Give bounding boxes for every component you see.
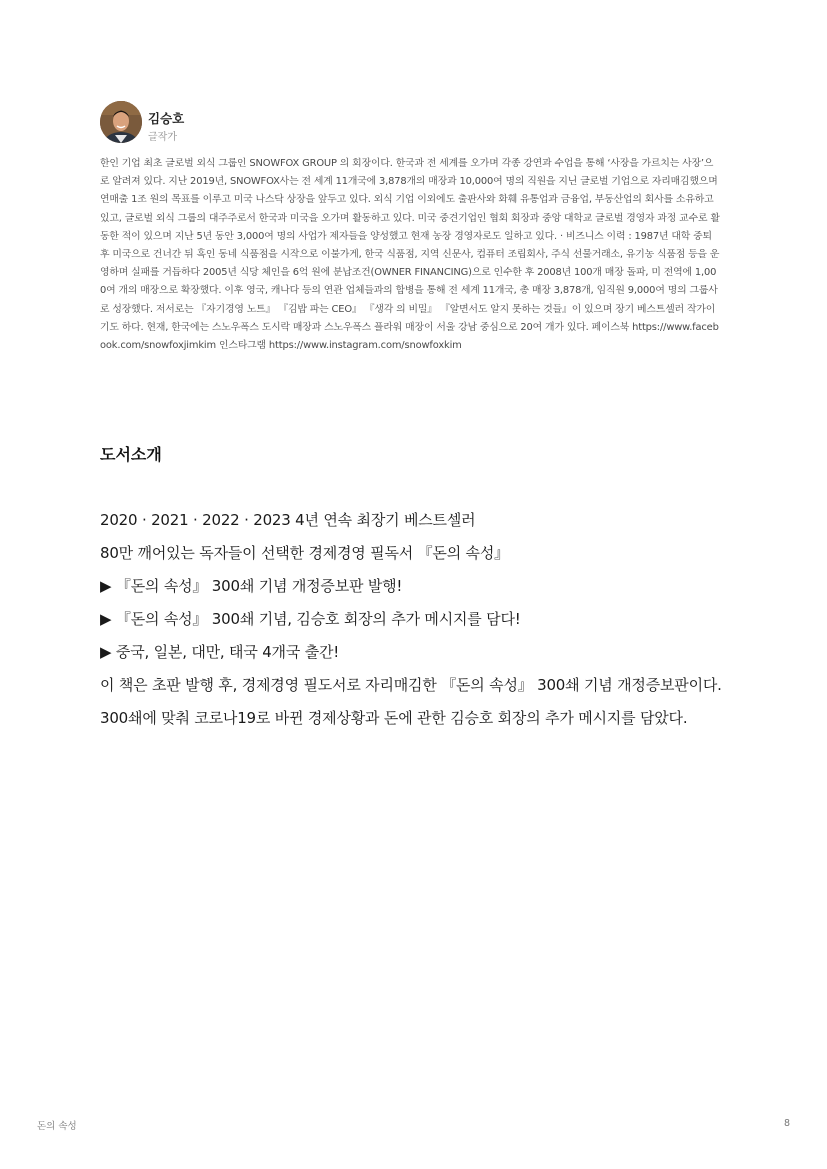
section-title: 도서소개 [100,445,162,464]
intro-line: 300쇄에 맞춰 코로나19로 바뀐 경제상황과 돈에 관한 김승호 회장의 추가 메시지를 담았다. [100,709,688,727]
intro-line: ▶ 『돈의 속성』 300쇄 기념, 김승호 회장의 추가 메시지를 담다! [100,610,521,628]
author-name: 김승호 [148,111,185,126]
intro-line: 이 책은 초판 발행 후, 경제경영 필도서로 자리매김한 『돈의 속성』 300쇄 기념 개정증보판이다. [100,676,722,694]
intro-line: ▶ 『돈의 속성』 300쇄 기념 개정증보판 발행! [100,577,403,595]
author-bio: 한인 기업 최초 글로벌 외식 그룹인 SNOWFOX GROUP 의 회장이다. 한국과 전 세계를 오가며 각종 강연과 수업을 통해 ‘사장을 가르치는 사장’으로 알려져 있다. 지난 2019년, SNOWFOX사는 전 세계 11개국에 3,878개의 매장과 10,000여 명의 직원을 지닌 글로벌 기업으로 자리매김했으며 연매출 1조 원의 목표를 이루고 미국 나스닥 상장을 앞두고 있다. 외식 기업 이외에도 출판사와 화훼 유통업과 금융업, 부동산업의 회사를 소유하고 있고, 글로벌 외식 그룹의 대주주로서 한국과 미국을 오가며 활동하고 있다. 미국 중견기업인 협회 회장과 중앙 대학교 글로벌 경영자 과정 교수로 활동한 적이 있으며 지난 5년 동안 3,000여 명의 사업가 제자들을 양성했고 현재 농장 경영자로도 일하고 있다. · 비즈니스 이력 : 1987년 대학 중퇴 후 미국으로 건너간 뒤 흑인 동네 식품점을 시작으로 이불가게, 한국 식품점, 지역 신문사, 컴퓨터 조립회사, 주식 선물거래소, 유기농 식품점 등을 운영하며 실패를 거듭하다 2005년 식당 체인을 6억 원에 분납조건(OWNER FINANCING)으로 인수한 후 2008년 100개 매장 돌파, 미 전역에 1,000여 개의 매장으로 확장했다. 이후 영국, 캐나다 등의 연관 업체들과의 합병을 통해 전 세계 11개국, 총 매장 3,878개, 임직원 9,000여 명의 그룹사로 성장했다. 저서로는 『자기경영 노트』 『김밥 파는 CEO』 『생각 의 비밀』 『알면서도 알지 못하는 것들』이 있으며 장기 베스트셀러 작가이기도 하다. 현재, 한국에는 스노우폭스 도시락 매장과 스노우폭스 플라워 매장이 서울 강남 중심으로 20여 개가 있다. 페이스북 https://www.facebook.com/snowfoxjimkim 인스타그램 https://www.instagram.com/snowfoxkim [100,158,720,352]
footer-page-number: 8 [783,1118,790,1129]
footer-book-title: 돈의 속성 [37,1121,77,1132]
intro-line: 80만 깨어있는 독자들이 선택한 경제경영 필독서 『돈의 속성』 [100,544,509,562]
author-role: 글작가 [148,132,177,143]
intro-line: ▶ 중국, 일본, 대만, 태국 4개국 출간! [100,643,340,661]
intro-line: 2020 · 2021 · 2022 · 2023 4년 연속 최장기 베스트셀러 [100,511,476,529]
author-portrait-image [100,101,142,143]
author-avatar [100,101,142,143]
book-introduction [100,508,730,739]
